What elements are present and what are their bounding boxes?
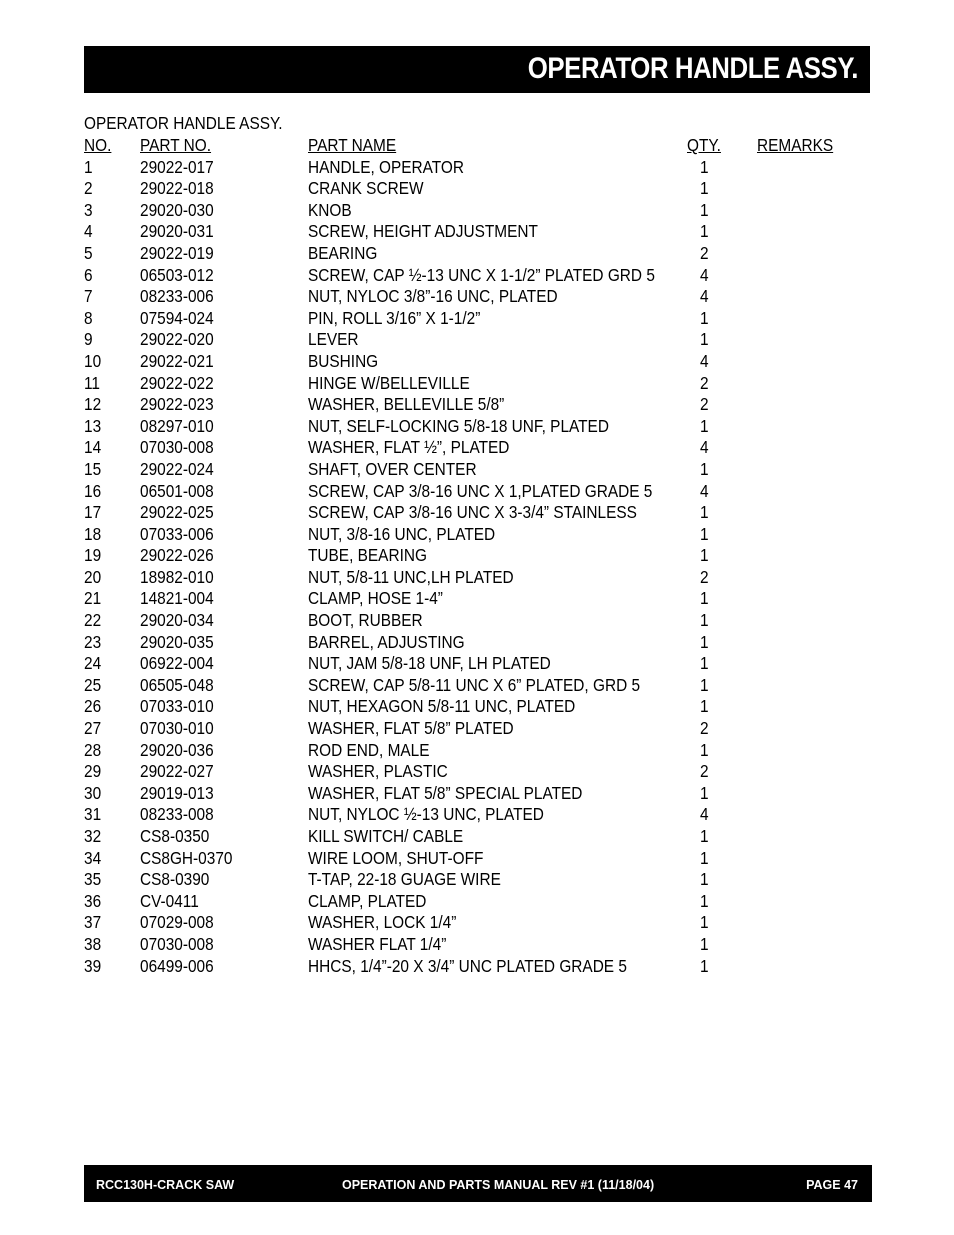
column-header-part-no: PART NO. <box>140 135 212 155</box>
cell-part-no: 07594-024 <box>140 307 214 328</box>
cell-qty: 1 <box>700 955 709 976</box>
cell-no: 21 <box>84 588 102 609</box>
cell-qty: 2 <box>700 372 709 393</box>
cell-part-name: SCREW, CAP ½-13 UNC X 1-1/2” PLATED GRD 5 <box>308 264 655 285</box>
cell-part-no: 29022-022 <box>140 372 214 393</box>
column-header-no: NO. <box>84 135 112 155</box>
table-row <box>84 588 864 610</box>
table-row <box>84 178 864 200</box>
cell-qty: 1 <box>700 610 709 631</box>
table-row <box>84 243 864 265</box>
table-row <box>84 308 864 330</box>
cell-part-no: 07033-006 <box>140 523 214 544</box>
cell-part-name: SCREW, CAP 5/8-11 UNC X 6” PLATED, GRD 5 <box>308 674 641 695</box>
cell-part-no: 29019-013 <box>140 782 214 803</box>
cell-part-name: SHAFT, OVER CENTER <box>308 458 477 479</box>
cell-part-name: WIRE LOOM, SHUT-OFF <box>308 847 484 868</box>
cell-part-name: SCREW, HEIGHT ADJUSTMENT <box>308 221 538 242</box>
cell-qty: 1 <box>700 523 709 544</box>
table-row <box>84 696 864 718</box>
cell-no: 17 <box>84 502 102 523</box>
cell-qty: 1 <box>700 458 709 479</box>
cell-no: 7 <box>84 286 93 307</box>
cell-qty: 1 <box>700 912 709 933</box>
cell-no: 22 <box>84 610 102 631</box>
cell-qty: 1 <box>700 307 709 328</box>
cell-no: 38 <box>84 933 102 954</box>
cell-no: 13 <box>84 415 102 436</box>
cell-qty: 2 <box>700 242 709 263</box>
table-row <box>84 329 864 351</box>
cell-qty: 4 <box>700 350 709 371</box>
cell-part-no: 06499-006 <box>140 955 214 976</box>
cell-no: 16 <box>84 480 102 501</box>
cell-no: 30 <box>84 782 102 803</box>
cell-part-no: 29022-018 <box>140 178 214 199</box>
cell-part-no: 07033-010 <box>140 696 214 717</box>
cell-part-no: 18982-010 <box>140 566 214 587</box>
cell-qty: 1 <box>700 588 709 609</box>
cell-part-no: 06503-012 <box>140 264 214 285</box>
cell-part-name: WASHER, PLASTIC <box>308 761 448 782</box>
cell-no: 37 <box>84 912 102 933</box>
table-row <box>84 804 864 826</box>
cell-qty: 1 <box>700 869 709 890</box>
cell-part-no: 07030-008 <box>140 933 214 954</box>
cell-qty: 4 <box>700 286 709 307</box>
table-row <box>84 567 864 589</box>
column-header-qty: QTY. <box>687 135 721 155</box>
cell-qty: 1 <box>700 933 709 954</box>
cell-no: 27 <box>84 718 102 739</box>
cell-part-no: 29022-024 <box>140 458 214 479</box>
cell-part-no: 29022-026 <box>140 545 214 566</box>
cell-no: 23 <box>84 631 102 652</box>
cell-qty: 1 <box>700 415 709 436</box>
table-body <box>84 157 864 978</box>
table-row <box>84 653 864 675</box>
table-row <box>84 912 864 934</box>
cell-part-name: LEVER <box>308 329 359 350</box>
cell-part-name: WASHER, FLAT 5/8” PLATED <box>308 718 514 739</box>
table-row <box>84 524 864 546</box>
cell-no: 10 <box>84 350 102 371</box>
cell-no: 24 <box>84 653 102 674</box>
column-header-part-name: PART NAME <box>308 135 397 155</box>
cell-qty: 1 <box>700 545 709 566</box>
table-row <box>84 221 864 243</box>
cell-part-name: SCREW, CAP 3/8-16 UNC X 1,PLATED GRADE 5 <box>308 480 653 501</box>
cell-qty: 2 <box>700 566 709 587</box>
cell-part-name: BEARING <box>308 242 378 263</box>
cell-no: 26 <box>84 696 102 717</box>
cell-part-no: 29022-021 <box>140 350 214 371</box>
footer-page-number: PAGE 47 <box>806 1178 858 1192</box>
table-row <box>84 373 864 395</box>
cell-part-no: 29020-035 <box>140 631 214 652</box>
cell-qty: 1 <box>700 329 709 350</box>
table-row <box>84 437 864 459</box>
cell-part-name: T-TAP, 22-18 GUAGE WIRE <box>308 869 501 890</box>
parts-table <box>84 135 864 977</box>
cell-no: 36 <box>84 890 102 911</box>
cell-part-name: KILL SWITCH/ CABLE <box>308 826 464 846</box>
cell-no: 25 <box>84 674 102 695</box>
cell-part-name: NUT, 3/8-16 UNC, PLATED <box>308 523 496 544</box>
table-row <box>84 783 864 805</box>
cell-part-name: NUT, HEXAGON 5/8-11 UNC, PLATED <box>308 696 576 717</box>
cell-part-name: HANDLE, OPERATOR <box>308 156 465 177</box>
table-row <box>84 956 864 978</box>
table-row <box>84 934 864 956</box>
cell-part-no: 29022-025 <box>140 502 214 523</box>
cell-qty: 1 <box>700 674 709 695</box>
table-row <box>84 265 864 287</box>
cell-part-name: WASHER, FLAT ½”, PLATED <box>308 437 510 458</box>
cell-part-no: 06505-048 <box>140 674 214 695</box>
cell-qty: 4 <box>700 480 709 501</box>
cell-qty: 1 <box>700 156 709 177</box>
cell-part-no: 29020-030 <box>140 199 214 220</box>
table-row <box>84 826 864 848</box>
page-footer-bar <box>84 1165 872 1202</box>
cell-part-no: CS8GH-0370 <box>140 847 233 868</box>
table-header-row <box>84 135 864 157</box>
cell-part-name: WASHER FLAT 1/4” <box>308 933 447 954</box>
table-row <box>84 286 864 308</box>
cell-qty: 1 <box>700 847 709 868</box>
cell-no: 20 <box>84 566 102 587</box>
table-row <box>84 502 864 524</box>
cell-part-name: ROD END, MALE <box>308 739 430 760</box>
cell-part-no: 06501-008 <box>140 480 214 501</box>
footer-model: RCC130H-CRACK SAW <box>96 1178 235 1192</box>
table-row <box>84 761 864 783</box>
cell-part-no: 14821-004 <box>140 588 214 609</box>
cell-no: 15 <box>84 458 102 479</box>
cell-qty: 1 <box>700 631 709 652</box>
cell-qty: 4 <box>700 264 709 285</box>
table-row <box>84 394 864 416</box>
table-row <box>84 675 864 697</box>
cell-part-name: WASHER, FLAT 5/8” SPECIAL PLATED <box>308 782 583 803</box>
table-row <box>84 157 864 179</box>
cell-part-no: 08233-008 <box>140 804 214 825</box>
cell-part-no: 29022-019 <box>140 242 214 263</box>
cell-no: 28 <box>84 739 102 760</box>
cell-no: 11 <box>84 372 100 393</box>
page-header-bar <box>84 46 870 93</box>
cell-part-no: CV-0411 <box>140 890 199 911</box>
cell-qty: 1 <box>700 502 709 523</box>
cell-part-no: 29022-017 <box>140 156 214 177</box>
cell-no: 5 <box>84 242 93 263</box>
cell-qty: 2 <box>700 761 709 782</box>
cell-no: 34 <box>84 847 102 868</box>
table-row <box>84 459 864 481</box>
cell-qty: 1 <box>700 653 709 674</box>
table-row <box>84 740 864 762</box>
cell-no: 2 <box>84 178 93 199</box>
cell-qty: 1 <box>700 199 709 220</box>
page-title: OPERATOR HANDLE ASSY. <box>527 52 858 85</box>
cell-part-no: 08233-006 <box>140 286 214 307</box>
table-row <box>84 848 864 870</box>
cell-part-no: 29020-034 <box>140 610 214 631</box>
cell-part-name: BUSHING <box>308 350 379 371</box>
cell-part-name: BARREL, ADJUSTING <box>308 631 465 652</box>
cell-qty: 2 <box>700 718 709 739</box>
cell-qty: 1 <box>700 782 709 803</box>
cell-no: 3 <box>84 199 93 220</box>
section-title: OPERATOR HANDLE ASSY. <box>84 113 283 133</box>
cell-qty: 2 <box>700 394 709 415</box>
cell-no: 12 <box>84 394 102 415</box>
cell-no: 29 <box>84 761 102 782</box>
table-row <box>84 545 864 567</box>
cell-part-name: NUT, 5/8-11 UNC,LH PLATED <box>308 566 514 587</box>
table-row <box>84 891 864 913</box>
cell-part-name: HHCS, 1/4”-20 X 3/4” UNC PLATED GRADE 5 <box>308 955 627 976</box>
cell-part-no: 29022-027 <box>140 761 214 782</box>
cell-no: 31 <box>84 804 102 825</box>
cell-part-no: 29022-023 <box>140 394 214 415</box>
cell-part-no: 29022-020 <box>140 329 214 350</box>
cell-qty: 1 <box>700 178 709 199</box>
cell-no: 1 <box>84 156 93 177</box>
cell-qty: 1 <box>700 739 709 760</box>
cell-part-name: CLAMP, PLATED <box>308 890 427 911</box>
cell-part-name: CLAMP, HOSE 1-4” <box>308 588 443 609</box>
cell-part-name: NUT, JAM 5/8-18 UNF, LH PLATED <box>308 653 551 674</box>
cell-part-no: CS8-0350 <box>140 826 210 846</box>
cell-part-no: 07030-010 <box>140 718 214 739</box>
cell-part-name: NUT, NYLOC 3/8”-16 UNC, PLATED <box>308 286 558 307</box>
cell-part-no: 07029-008 <box>140 912 214 933</box>
cell-part-name: HINGE W/BELLEVILLE <box>308 372 470 393</box>
cell-part-name: BOOT, RUBBER <box>308 610 423 631</box>
cell-part-no: 08297-010 <box>140 415 214 436</box>
table-row <box>84 351 864 373</box>
cell-no: 19 <box>84 545 102 566</box>
table-row <box>84 481 864 503</box>
cell-no: 6 <box>84 264 93 285</box>
cell-part-name: WASHER, BELLEVILLE 5/8” <box>308 394 505 415</box>
table-row <box>84 869 864 891</box>
cell-no: 9 <box>84 329 93 350</box>
cell-part-no: 07030-008 <box>140 437 214 458</box>
cell-qty: 1 <box>700 890 709 911</box>
cell-part-name: WASHER, LOCK 1/4” <box>308 912 457 933</box>
cell-no: 18 <box>84 523 102 544</box>
cell-no: 39 <box>84 955 102 976</box>
cell-qty: 4 <box>700 437 709 458</box>
cell-qty: 1 <box>700 221 709 242</box>
cell-part-no: 29020-036 <box>140 739 214 760</box>
cell-no: 35 <box>84 869 102 890</box>
table-row <box>84 718 864 740</box>
table-row <box>84 610 864 632</box>
cell-part-no: 06922-004 <box>140 653 214 674</box>
table-row <box>84 632 864 654</box>
cell-part-name: TUBE, BEARING <box>308 545 427 566</box>
cell-part-name: KNOB <box>308 199 352 220</box>
cell-no: 32 <box>84 826 102 846</box>
cell-qty: 1 <box>700 696 709 717</box>
column-header-remarks: REMARKS <box>757 135 834 155</box>
cell-part-name: NUT, NYLOC ½-13 UNC, PLATED <box>308 804 544 825</box>
cell-part-name: PIN, ROLL 3/16” X 1-1/2” <box>308 307 481 328</box>
cell-part-name: NUT, SELF-LOCKING 5/8-18 UNF, PLATED <box>308 415 609 436</box>
footer-manual-title: OPERATION AND PARTS MANUAL REV #1 (11/18/04) <box>342 1178 655 1192</box>
cell-part-name: CRANK SCREW <box>308 178 424 199</box>
cell-no: 4 <box>84 221 93 242</box>
cell-part-no: CS8-0390 <box>140 869 210 890</box>
cell-qty: 4 <box>700 804 709 825</box>
table-row <box>84 416 864 438</box>
cell-no: 8 <box>84 307 93 328</box>
table-row <box>84 200 864 222</box>
cell-qty: 1 <box>700 826 709 846</box>
cell-part-name: SCREW, CAP 3/8-16 UNC X 3-3/4” STAINLESS <box>308 502 637 523</box>
cell-no: 14 <box>84 437 102 458</box>
cell-part-no: 29020-031 <box>140 221 214 242</box>
